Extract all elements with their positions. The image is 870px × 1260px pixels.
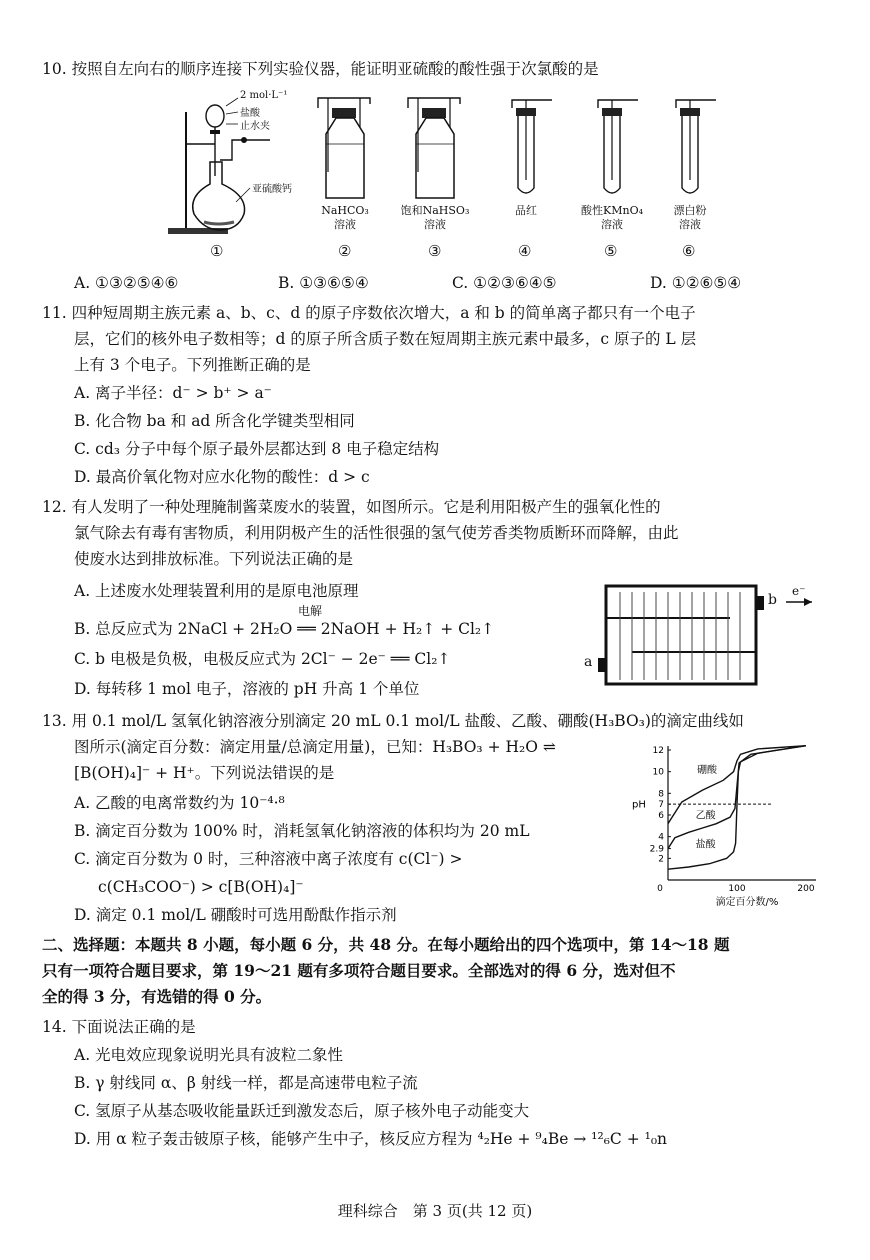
gas-bottle-2 — [318, 98, 370, 198]
item-2-num: ② — [338, 242, 352, 260]
item-3-sub: 溶液 — [424, 218, 446, 231]
electrode-a-label: a — [584, 654, 593, 670]
titration-chart — [630, 742, 830, 912]
q13-option-b: B. 滴定百分数为 100% 时，消耗氢氧化钠溶液的体积均为 20 mL — [74, 822, 530, 840]
item-6-num: ⑥ — [682, 242, 696, 260]
q12-option-c: C. b 电极是负极，电极反应式为 2Cl⁻ − 2e⁻ ══ Cl₂↑ — [74, 650, 451, 668]
item-5-sub: 溶液 — [601, 218, 623, 231]
electron-label: e⁻ — [792, 584, 806, 598]
flask — [193, 162, 245, 230]
titration-chart-svg — [630, 742, 830, 912]
item-1-num: ① — [210, 242, 224, 260]
clamp-label: 止水夹 — [240, 121, 270, 132]
item-3-name: 饱和NaHSO₃ — [400, 204, 470, 217]
y-tick-label: 4 — [658, 832, 664, 843]
q13-option-a: A. 乙酸的电离常数约为 10⁻⁴·⁸ — [74, 794, 285, 812]
item-4-num: ④ — [518, 242, 532, 260]
page-footer: 理科综合 第 3 页(共 12 页) — [337, 1202, 533, 1220]
test-tube-4 — [512, 100, 552, 193]
q12-option-a: A. 上述废水处理装置利用的是原电池原理 — [74, 582, 359, 600]
y-tick-label: 2.9 — [649, 844, 664, 855]
test-tube-6 — [676, 100, 716, 193]
q12-stem-line1: 12. 有人发明了一种处理腌制酱菜废水的装置，如图所示。它是利用阳极产生的强氧化性的 — [42, 498, 661, 516]
q13-option-c-line2: c(CH₃COO⁻) > c[B(OH)₄]⁻ — [98, 878, 304, 896]
q13-stem-line3: [B(OH)₄]⁻ + H⁺。下列说法错误的是 — [74, 764, 335, 782]
q13-option-d: D. 滴定 0.1 mol/L 硼酸时可选用酚酞作指示剂 — [74, 906, 397, 924]
item-5-num: ⑤ — [604, 242, 618, 260]
y-tick-label: 6 — [658, 811, 664, 821]
q11-stem-line1: 11. 四种短周期主族元素 a、b、c、d 的原子序数依次增大，a 和 b 的简单离子都只有一个电子 — [42, 304, 696, 322]
q12-option-b: B. 总反应式为 2NaCl + 2H₂O ══ 2NaOH + H₂↑ + Cl₂↑ — [74, 620, 495, 638]
section2-line1: 二、选择题：本题共 8 小题，每小题 6 分，共 48 分。在每小题给出的四个选项中，第 14～18 题 — [42, 935, 730, 954]
q10-option-c: C. ①②③⑥④⑤ — [452, 274, 557, 292]
q12-stem-line3: 使废水达到排放标准。下列说法正确的是 — [74, 550, 354, 568]
y-tick-label: 2 — [658, 854, 664, 865]
q11-stem-line2: 层，它们的核外电子数相等；d 的原子所含质子数在短周期主族元素中最多，c 原子的 L 层 — [74, 330, 697, 348]
electrolysis-condition: 电解 — [298, 604, 323, 618]
q14-option-d: D. 用 α 粒子轰击铍原子核，能够产生中子，核反应方程为 ⁴₂He + ⁹₄Be → ¹²₆C + ¹₀n — [74, 1130, 668, 1148]
reagent-concentration: 2 mol·L⁻¹ — [240, 90, 288, 101]
cell-box — [606, 586, 756, 684]
item-5-name: 酸性KMnO₄ — [581, 204, 643, 217]
series-label: 硼酸 — [696, 764, 717, 776]
electrode-b-label: b — [768, 592, 777, 608]
q13-option-c-line1: C. 滴定百分数为 0 时，三种溶液中离子浓度有 c(Cl⁻) > — [74, 850, 463, 868]
q13-stem-line1: 13. 用 0.1 mol/L 氢氧化钠溶液分别滴定 20 mL 0.1 mol/L 盐酸、乙酸、硼酸(H₃BO₃)的滴定曲线如 — [42, 712, 744, 730]
delivery-tube — [220, 140, 270, 160]
y-tick-label: 10 — [652, 767, 664, 778]
q10-stem: 10. 按照自左向右的顺序连接下列实验仪器，能证明亚硫酸的酸性强于次氯酸的是 — [42, 60, 599, 78]
q11-option-d: D. 最高价氧化物对应水化物的酸性：d > c — [74, 468, 370, 486]
item-3-num: ③ — [428, 242, 442, 260]
x-tick-label: 200 — [797, 884, 815, 894]
q12-stem-line2: 氯气除去有毒有害物质，利用阴极产生的活性很强的氢气使芳香类物质断环而降解，由此 — [74, 524, 679, 542]
y-tick-label: 7 — [658, 800, 664, 811]
q11-option-a: A. 离子半径：d⁻ > b⁺ > a⁻ — [74, 384, 272, 402]
item-4-name: 品红 — [515, 204, 537, 217]
y-tick-label: 8 — [658, 789, 664, 800]
q14-stem: 14. 下面说法正确的是 — [42, 1018, 196, 1036]
reagent-name: 盐酸 — [240, 108, 260, 119]
section2-line3: 全的得 3 分，有选错的得 0 分。 — [42, 987, 272, 1006]
y-axis-label: pH — [632, 799, 646, 811]
q13-stem-line2: 图所示(滴定百分数：滴定用量/总滴定用量)，已知：H₃BO₃ + H₂O ⇌ — [74, 738, 556, 756]
q11-option-c: C. cd₃ 分子中每个原子最外层都达到 8 电子稳定结构 — [74, 440, 440, 458]
x-axis-label: 滴定百分数/% — [715, 897, 779, 908]
solid-label: 亚硫酸钙 — [252, 184, 292, 195]
gas-bottle-3 — [408, 98, 460, 198]
q14-option-c: C. 氢原子从基态吸收能量跃迁到激发态后，原子核外电子动能变大 — [74, 1102, 530, 1120]
q11-stem-line3: 上有 3 个电子。下列推断正确的是 — [74, 356, 311, 374]
series-line-盐酸 — [668, 746, 806, 870]
q14-option-a: A. 光电效应现象说明光具有波粒二象性 — [74, 1046, 344, 1064]
test-tube-5 — [598, 100, 638, 193]
item-2-name: NaHCO₃ — [321, 204, 369, 217]
electrolysis-drawing — [580, 582, 820, 692]
q11-option-b: B. 化合物 ba 和 ad 所含化学键类型相同 — [74, 412, 355, 430]
q12-option-d: D. 每转移 1 mol 电子，溶液的 pH 升高 1 个单位 — [74, 680, 420, 698]
series-label: 盐酸 — [695, 839, 716, 851]
x-tick-label: 0 — [657, 884, 663, 894]
item-6-name: 漂白粉 — [673, 204, 707, 217]
item-6-sub: 溶液 — [679, 218, 701, 231]
dropping-funnel — [206, 105, 224, 127]
stand-base — [168, 228, 228, 234]
q14-option-b: B. γ 射线同 α、β 射线一样，都是高速带电粒子流 — [74, 1074, 418, 1092]
item-2-sub: 溶液 — [334, 218, 356, 231]
y-tick-label: 12 — [652, 746, 664, 756]
series-label: 乙酸 — [695, 810, 716, 822]
q10-option-a: A. ①③②⑤④⑥ — [74, 274, 179, 292]
section2-line2: 只有一项符合题目要求，第 19～21 题有多项符合题目要求。全部选对的得 6 分，选对但不 — [42, 961, 676, 980]
q10-apparatus-figure — [160, 84, 750, 262]
q10-option-d: D. ①②⑥⑤④ — [650, 274, 742, 292]
q12-electrolysis-figure — [580, 582, 820, 692]
x-tick-label: 100 — [728, 884, 746, 894]
q10-option-b: B. ①③⑥⑤④ — [278, 274, 369, 292]
